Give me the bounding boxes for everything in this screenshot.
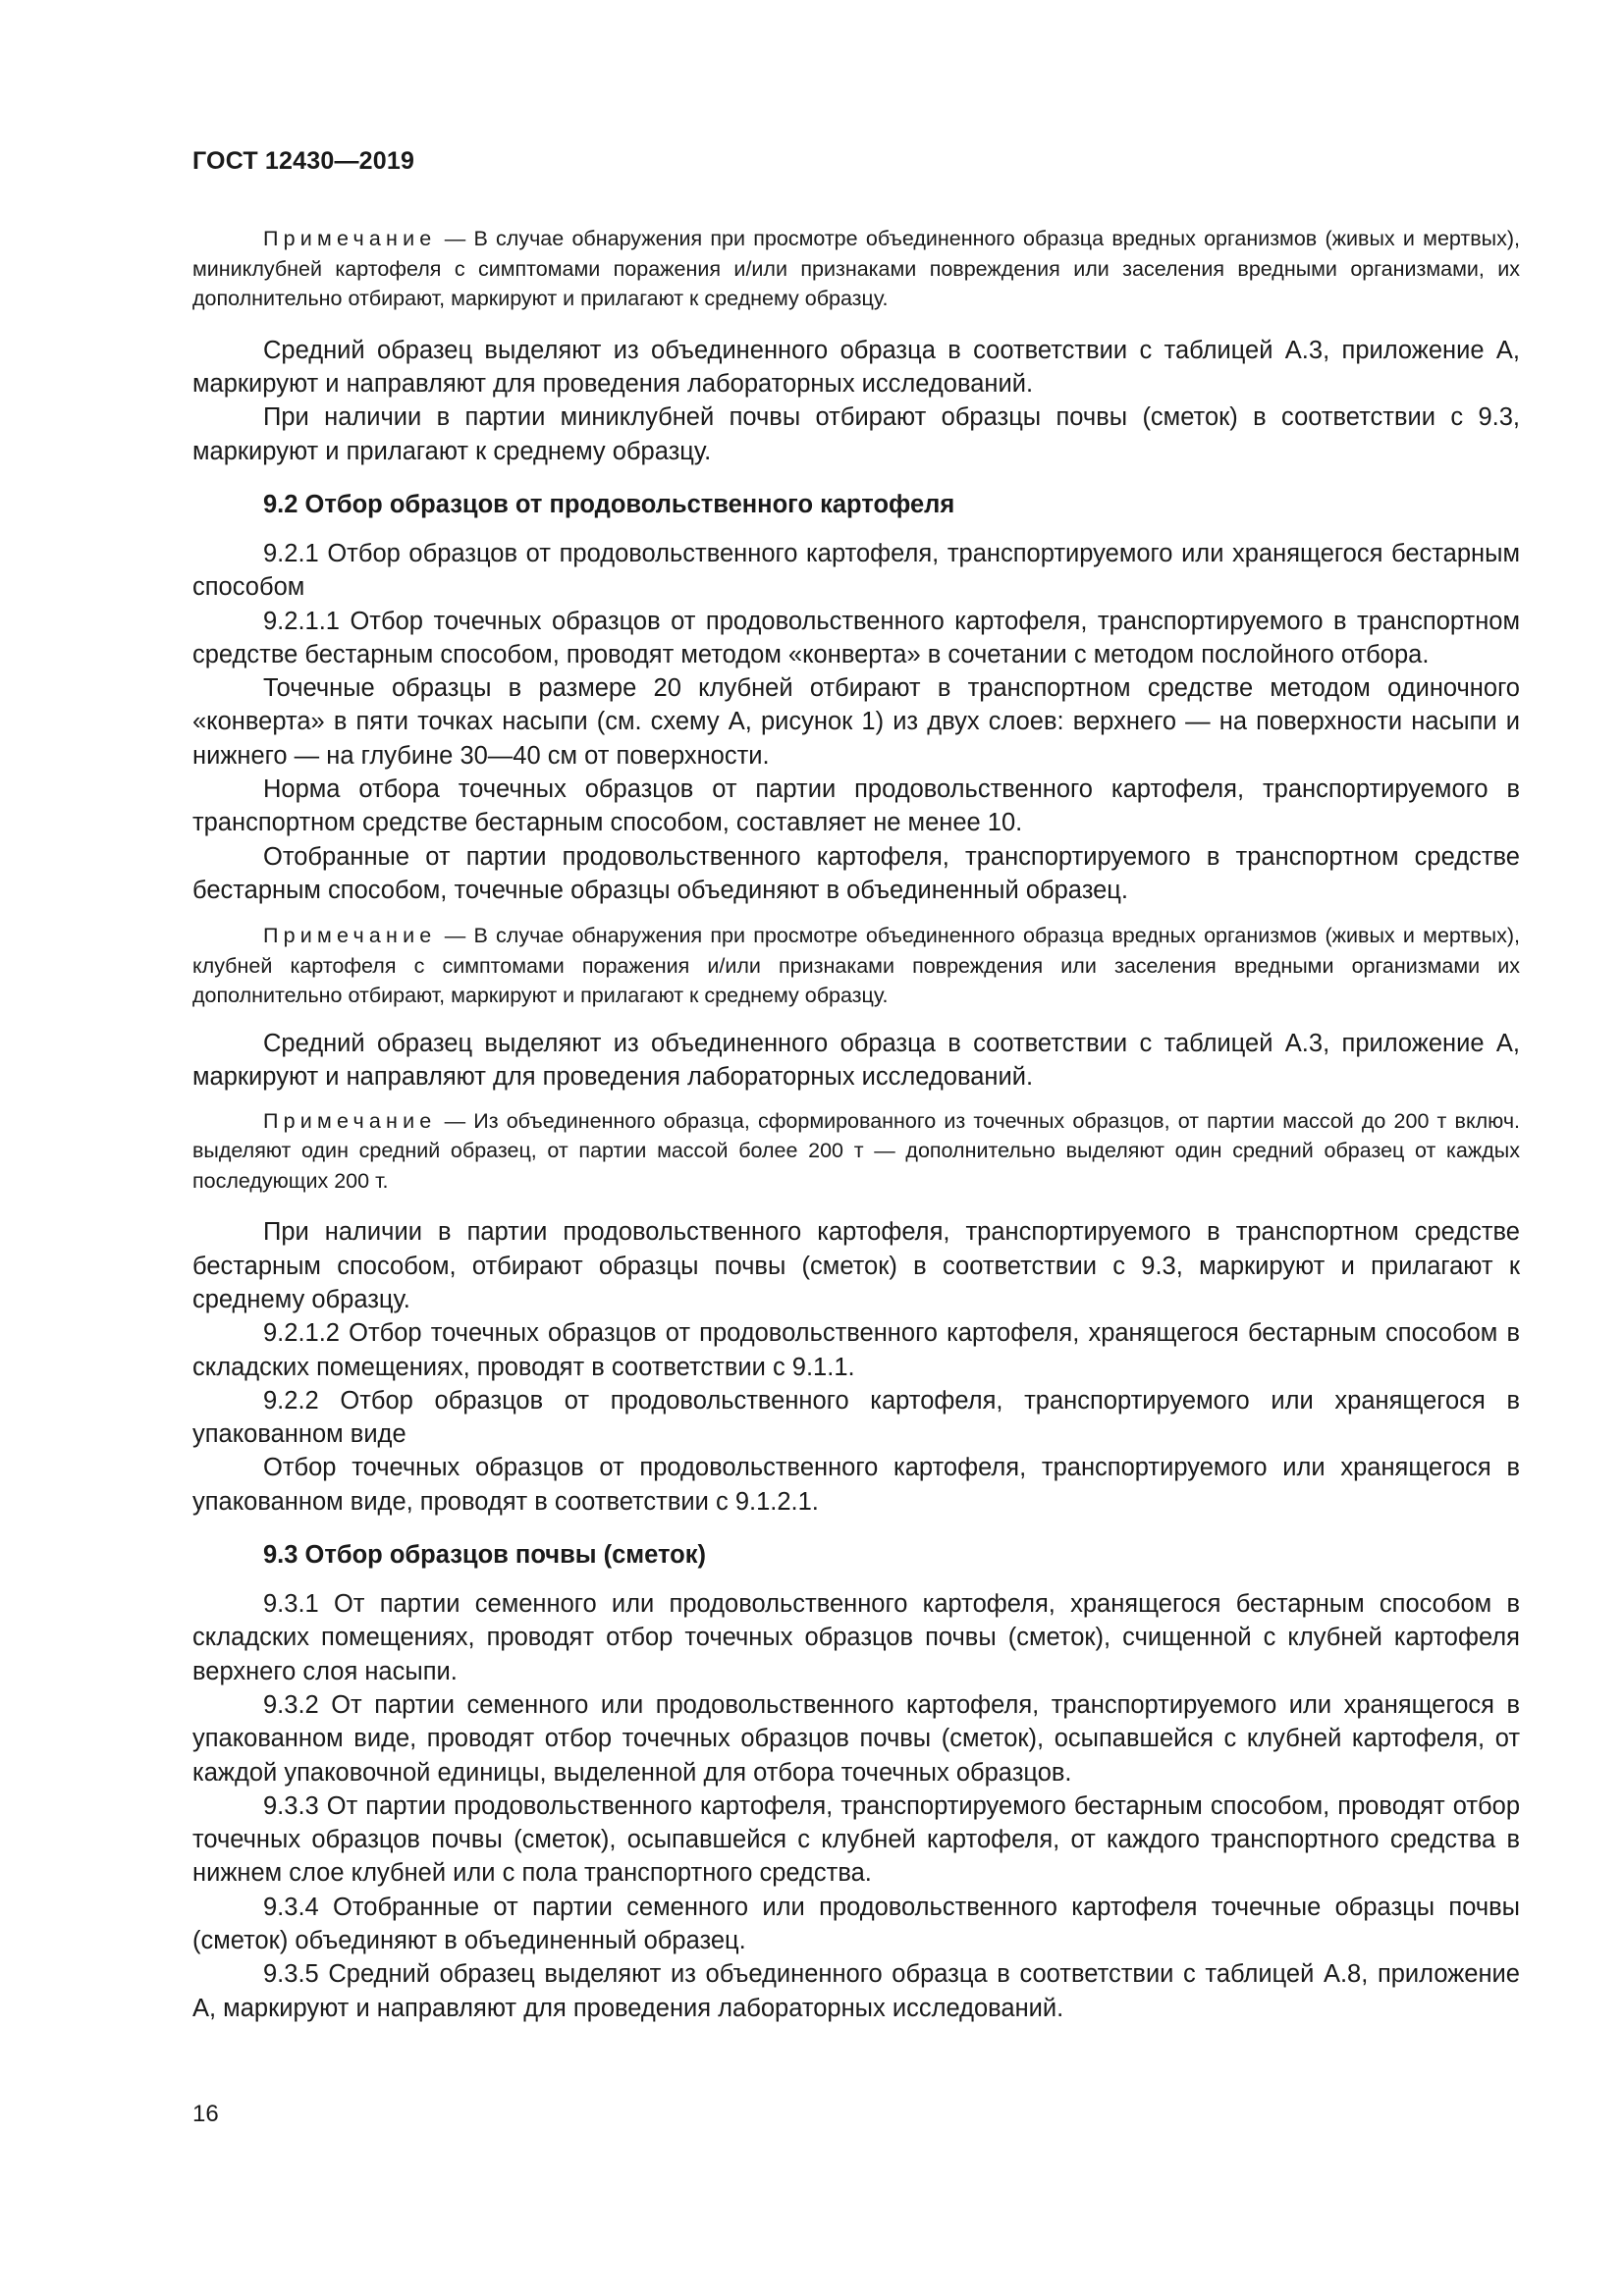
paragraph: Точечные образцы в размере 20 клубней отбирают в транспортном средстве методом одиночного «конверта» в пяти точках насыпи (см. схему А, рисунок 1) из двух слоев: верхнего — на поверхности насыпи и нижнего — на глубине 30—40 см от поверхности. [192,674,1520,770]
document-body [192,224,1520,2025]
paragraph: 9.2.2 Отбор образцов от продовольственного картофеля, транспортируемого или хранящегося в упакованном виде [192,1386,1520,1449]
paragraph: 9.2.1 Отбор образцов от продовольственного картофеля, транспортируемого или хранящегося бестарным способом [192,539,1520,602]
note-label: Примечание [263,924,437,948]
note-label: Примечание [263,227,437,250]
paragraph: 9.3.5 Средний образец выделяют из объединенного образца в соответствии с таблицей А.8, приложение А, маркируют и направляют для проведения лабораторных исследований. [192,1960,1520,2022]
paragraph: 9.3.3 От партии продовольственного картофеля, транспортируемого бестарным способом, проводят отбор точечных образцов почвы (сметок), осыпавшейся с клубней картофеля, от каждого транспортного средства в нижнем слое клубней или с пола транспортного средства. [192,1791,1520,1888]
paragraph: Отбор точечных образцов от продовольственного картофеля, транспортируемого или хранящегося в упакованном виде, проводят в соответствии с 9.1.2.1. [192,1454,1520,1516]
paragraph: 9.3.1 От партии семенного или продовольственного картофеля, хранящегося бестарным способом в складских помещениях, проводят отбор точечных образцов почвы (сметок), счищенной с клубней картофеля верхнего слоя насыпи. [192,1590,1520,1685]
page-number: 16 [192,2101,219,2127]
section-heading-9-3: 9.3 Отбор образцов почвы (сметок) [263,1541,706,1570]
paragraph: При наличии в партии миниклубней почвы отбирают образцы почвы (сметок) в соответствии с 9.3, маркируют и прилагают к среднему образцу. [192,403,1520,465]
note-paragraph: Примечание — Из объединенного образца, сформированного из точечных образцов, от партии массой до 200 т включ. выделяют один средний образец, от партии массой более 200 т — дополнительно выделяют один средний образец от каждых последующих 200 т. [192,1108,1520,1193]
paragraph: 9.2.1.1 Отбор точечных образцов от продовольственного картофеля, транспортируемого в транспортном средстве бестарным способом, проводят методом «конверта» в сочетании с методом послойного отбора. [192,607,1520,668]
note-paragraph: Примечание — В случае обнаружения при просмотре объединенного образца вредных организмов (живых и мертвых), миниклубней картофеля с симптомами поражения и/или признаками повреждения или заселения вредными организмами, их дополнительно отбирают, маркируют и прилагают к среднему образцу. [192,227,1520,311]
paragraph: 9.3.4 Отобранные от партии семенного или продовольственного картофеля точечные образцы почвы (сметок) объединяют в объединенный образец. [192,1893,1520,1955]
note-label: Примечание [263,1108,437,1133]
section-heading-9-2: 9.2 Отбор образцов от продовольственного картофеля [263,490,955,518]
paragraph: При наличии в партии продовольственного картофеля, транспортируемого в транспортном средстве бестарным способом, отбирают образцы почвы (сметок) в соответствии с 9.3, маркируют и прилагают к среднему образцу. [192,1218,1520,1313]
paragraph: Средний образец выделяют из объединенного образца в соответствии с таблицей А.3, приложение А, маркируют и направляют для проведения лабораторных исследований. [192,1030,1520,1092]
paragraph: Норма отбора точечных образцов от партии продовольственного картофеля, транспортируемого в транспортном средстве бестарным способом, составляет не менее 10. [192,775,1520,837]
document-header: ГОСТ 12430—2019 [192,147,415,175]
note-paragraph: Примечание — В случае обнаружения при просмотре объединенного образца вредных организмов (живых и мертвых), клубней картофеля с симптомами поражения и/или признаками повреждения или заселения вредными организмами их дополнительно отбирают, маркируют и прилагают к среднему образцу. [192,924,1520,1008]
paragraph: Отобранные от партии продовольственного картофеля, транспортируемого в транспортном средстве бестарным способом, точечные образцы объединяют в объединенный образец. [192,842,1520,904]
paragraph: 9.2.1.2 Отбор точечных образцов от продовольственного картофеля, хранящегося бестарным способом в складских помещениях, проводят в соответствии с 9.1.1. [192,1319,1520,1381]
paragraph: Средний образец выделяют из объединенного образца в соответствии с таблицей А.3, приложение А, маркируют и направляют для проведения лабораторных исследований. [192,336,1520,399]
paragraph: 9.3.2 От партии семенного или продовольственного картофеля, транспортируемого или хранящегося в упакованном виде, проводят отбор точечных образцов почвы (сметок), осыпавшейся с клубней картофеля, от каждой упаковочной единицы, выделенной для отбора точечных образцов. [192,1690,1520,1787]
